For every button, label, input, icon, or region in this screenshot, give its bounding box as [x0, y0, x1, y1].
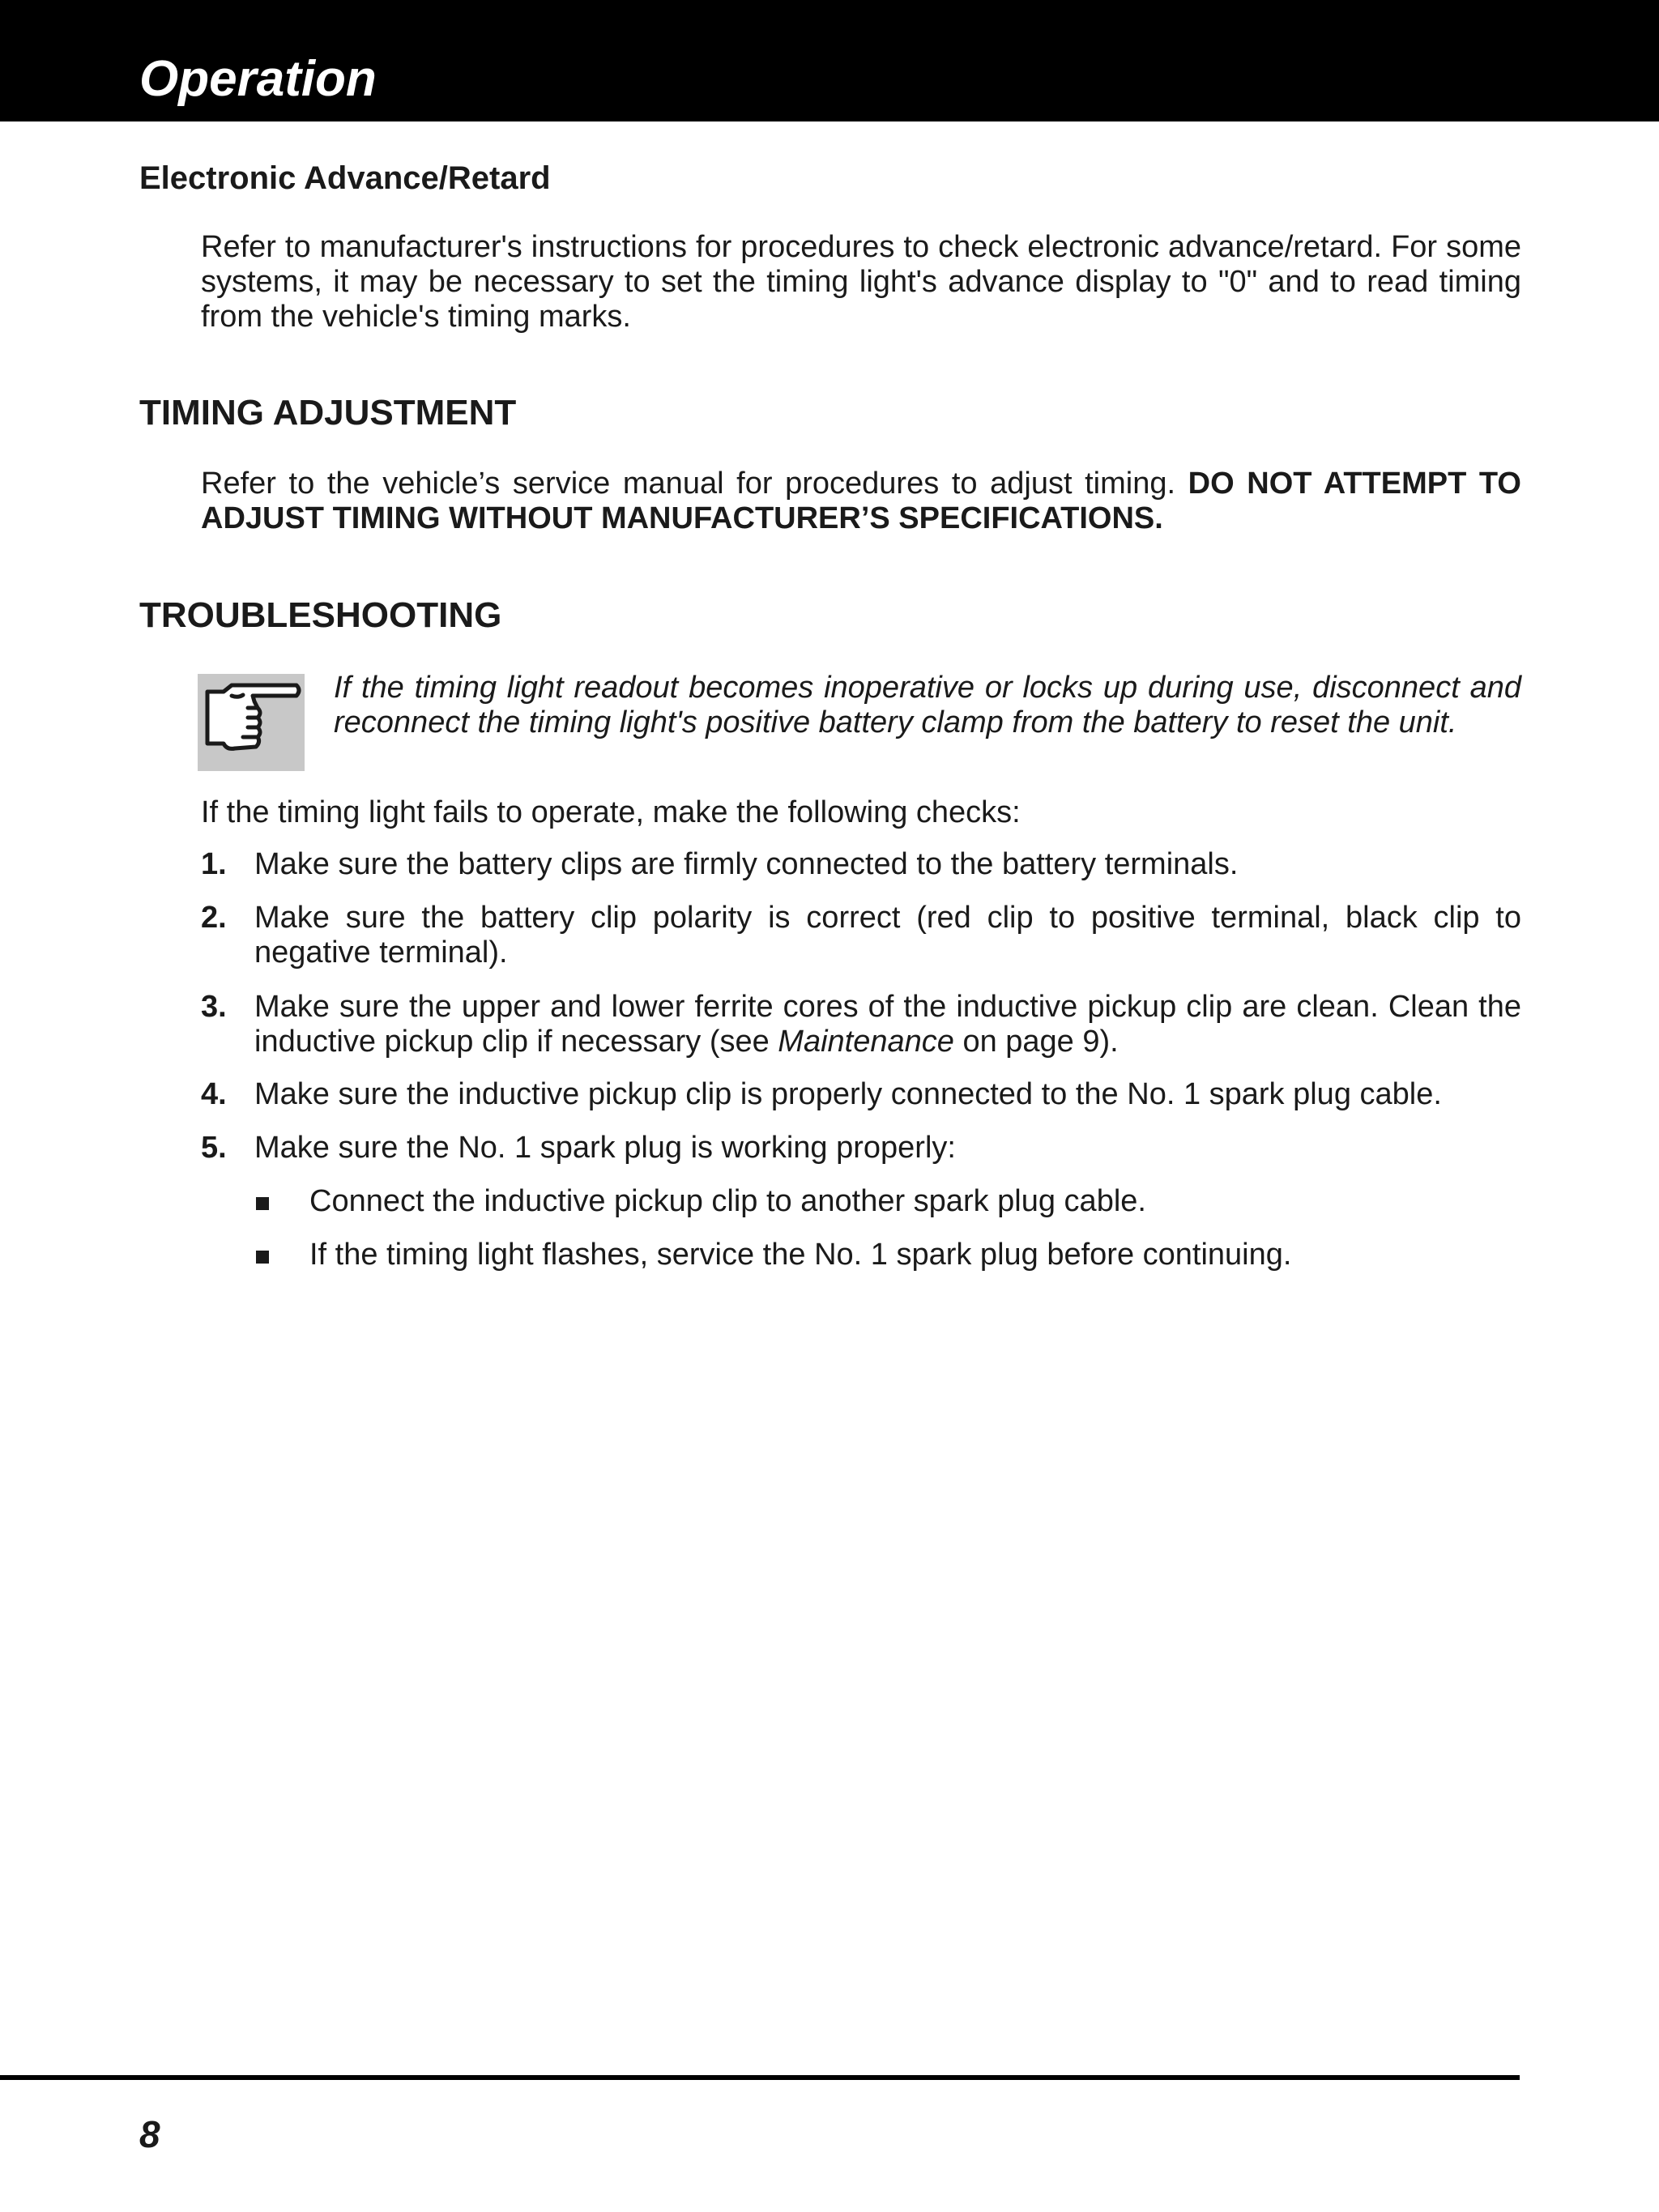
heading-troubleshooting: TROUBLESHOOTING [139, 595, 502, 635]
list-number: 5. [201, 1131, 227, 1165]
page-title: Operation [139, 51, 377, 107]
list-item: Make sure the battery clips are firmly connected to the battery terminals. [254, 847, 1239, 881]
list-item-text-end: on page 9). [953, 1025, 1119, 1059]
list-item [254, 990, 1521, 1059]
bullet-square-icon [256, 1197, 269, 1210]
maintenance-reference: Maintenance [778, 1025, 954, 1059]
list-number: 2. [201, 901, 227, 935]
timing-paragraph [201, 467, 1521, 536]
list-number: 3. [201, 990, 227, 1024]
bullet-item: Connect the inductive pickup clip to another spark plug cable. [309, 1184, 1146, 1218]
heading-timing-adjustment: TIMING ADJUSTMENT [139, 393, 517, 433]
page-number: 8 [139, 2113, 160, 2155]
timing-paragraph-text: Refer to the vehicle’s service manual for procedures to adjust timing. [201, 467, 1188, 501]
timing-warning-text: DO NOT ATTEMPT TO ADJUST TIMING WITHOUT MANUFACTURER’S SPECIFICATIONS. [201, 467, 1521, 535]
heading-electronic-advance-retard: Electronic Advance/Retard [139, 160, 551, 196]
list-item-text: Make sure the upper and lower ferrite cores of the inductive pickup clip are clean. Clean the inductive pickup clip if necessary (see [254, 990, 1521, 1059]
list-item: Make sure the battery clip polarity is correct (red clip to positive terminal, black clip to negative terminal). [254, 901, 1521, 970]
list-item: Make sure the No. 1 spark plug is working properly: [254, 1131, 956, 1165]
bullet-item: If the timing light flashes, service the No. 1 spark plug before continuing. [309, 1238, 1292, 1272]
list-number: 1. [201, 847, 227, 881]
note-text: If the timing light readout becomes inoperative or locks up during use, disconnect and reconnect the timing light's positive battery clamp from the battery to reset the unit. [334, 671, 1521, 739]
pointing-hand-icon [198, 674, 305, 771]
footer-rule [0, 2075, 1520, 2080]
bullet-square-icon [256, 1251, 269, 1264]
list-item: Make sure the inductive pickup clip is properly connected to the No. 1 spark plug cable. [254, 1077, 1442, 1111]
advance-paragraph: Refer to manufacturer's instructions for procedures to check electronic advance/retard. For some systems, it may be necessary to set the timing light's advance display to "0" and to read timing from the vehicle's timing marks. [201, 230, 1521, 334]
list-number: 4. [201, 1077, 227, 1111]
checks-intro: If the timing light fails to operate, make the following checks: [201, 795, 1021, 829]
